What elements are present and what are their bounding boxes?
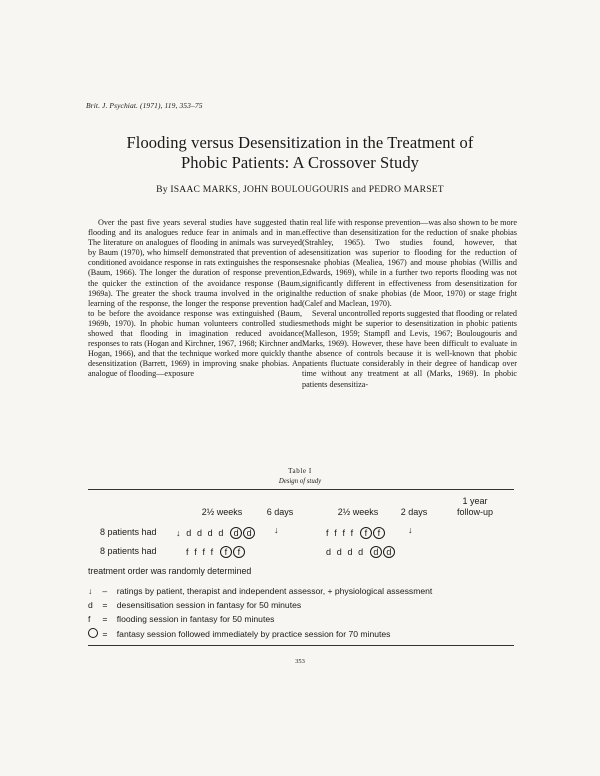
header-followup-line-2: follow-up (456, 507, 494, 517)
desensitisation-session: d (326, 547, 333, 557)
legend-symbol: f (88, 614, 91, 624)
legend-symbol: d (88, 600, 93, 610)
desensitisation-session: d (358, 547, 365, 557)
header-weeks-2: 2½ weeks (337, 507, 379, 517)
paragraph: Several uncontrolled reports suggested that flooding or related methods might be superior to desensitization in phobic patients (Malleson, 1959; Stampfl and Levis, 1967; Boulougouris and Marks, 1969). However, these have been difficult to evaluate in the absence of controls because it is well-known that phobic patients fluctuate considerably in their degree of handicap over time without any treatment at all (Marks, 1969). In phobic patients desensitiza- (302, 308, 517, 389)
desensitisation-session: d (218, 528, 225, 538)
row-1-label: 8 patients had (100, 527, 157, 537)
header-weeks-1: 2½ weeks (201, 507, 243, 517)
legend-dash: – (102, 586, 108, 596)
flooding-session: f (186, 547, 191, 557)
header-followup-line-1: 1 year (462, 496, 488, 506)
title-line-1: Flooding versus Desensitization in the Treatment of (126, 133, 474, 152)
assessment-arrow: ↓ (176, 528, 183, 538)
flooding-practice-session: f (373, 527, 385, 539)
row-2-label: 8 patients had (100, 546, 157, 556)
legend-row-flooding (88, 614, 274, 624)
header-days-2: 2 days (400, 507, 428, 517)
desensitisation-practice-session: d (383, 546, 395, 558)
legend-row-practice (88, 628, 390, 639)
flooding-session: f (326, 528, 331, 538)
desensitisation-practice-session: d (230, 527, 242, 539)
flooding-session: f (350, 528, 355, 538)
legend-row-assessment (88, 586, 432, 596)
flooding-practice-session: f (360, 527, 372, 539)
desensitisation-session: d (207, 528, 215, 538)
legend-text: ratings by patient, therapist and independent assessor, + physiological assessment (116, 586, 433, 596)
desensitisation-session: d (196, 528, 204, 538)
assessment-arrow-icon: ↓ (88, 586, 93, 596)
flooding-session: f (210, 547, 215, 557)
row-1-sequence-b (326, 527, 385, 539)
paragraph: in real life with response prevention—was also shown to be more effective than desensitization for the reduction of snake phobias (Strahley, 1965). Two studies found, however, that desensitization was superior to flooding for the reduction of snake phobias (Mealiea, 1967) and mouse phobias (Willis and Edwards, 1969), while in a further two reports flooding was not significantly different in effectiveness from desensitization for the reduction of snake phobias (de Moor, 1970) or stage fright (Calef and Maclean, 1970). (302, 218, 517, 308)
table-label: Table I (288, 467, 312, 475)
table-bottom-rule (88, 645, 514, 646)
journal-reference: Brit. J. Psychiat. (1971), 119, 353–75 (86, 101, 203, 110)
flooding-session: f (202, 547, 207, 557)
row-2-sequence-b (326, 546, 395, 558)
desensitisation-practice-session: d (243, 527, 255, 539)
title-line-2: Phobic Patients: A Crossover Study (180, 153, 420, 172)
row-1-sequence-a (176, 527, 255, 539)
legend-row-desensitisation (88, 600, 301, 610)
legend-equals: = (102, 629, 108, 639)
flooding-session: f (194, 547, 199, 557)
flooding-practice-session: f (220, 546, 232, 558)
legend-equals: = (102, 600, 108, 610)
legend-text: flooding session in fantasy for 50 minutes (116, 614, 275, 624)
desensitisation-session: d (347, 547, 355, 557)
desensitisation-session: d (186, 528, 193, 538)
legend-equals: = (102, 614, 108, 624)
assessment-arrow: ↓ (274, 525, 279, 535)
flooding-session: f (334, 528, 339, 538)
paragraph: Over the past five years several studies have suggested that flooding and its analogues reduce fear in animals and in man. The literature on analogues of flooding in animals was surveyed by Baum (1970), who himself demonstrated that prevention of a conditioned avoidance response in rats extinguishes the response (Baum, 1966). The longer the duration of response prevention, the quicker the extinction of the avoidance response (Baum, 1969a). The greater the shock trauma involved in the original learning of the response, the longer the response prevention had to be before the avoidance response was extinguished (Baum, 1969b, 1970). In phobic human volunteers controlled studies showed that flooding in imagination reduced avoidance responses to rats (Hogan and Kirchner, 1967, 1968; Kirchner and Hogan, 1966), and that the technique worked more quickly than desensitization (Barrett, 1969) in improving snake phobias. An analogue of flooding—exposure (88, 218, 302, 379)
author-line: By ISAAC MARKS, JOHN BOULOUGOURIS and PEDRO MARSET (156, 184, 444, 195)
desensitisation-practice-session: d (370, 546, 382, 558)
circle-icon (88, 628, 100, 639)
row-2-sequence-a (186, 546, 245, 558)
order-note: treatment order was randomly determined (88, 566, 252, 576)
legend-text: fantasy session followed immediately by practice session for 70 minutes (116, 629, 391, 639)
assessment-arrow: ↓ (408, 525, 413, 535)
header-followup (440, 496, 510, 518)
flooding-session: f (342, 528, 347, 538)
flooding-practice-session: f (233, 546, 245, 558)
table-caption: Design of study (278, 478, 322, 485)
page-number: 353 (295, 658, 305, 665)
header-days-1: 6 days (266, 507, 294, 517)
desensitisation-session: d (336, 547, 344, 557)
legend-text: desensitisation session in fantasy for 50 minutes (116, 600, 302, 610)
